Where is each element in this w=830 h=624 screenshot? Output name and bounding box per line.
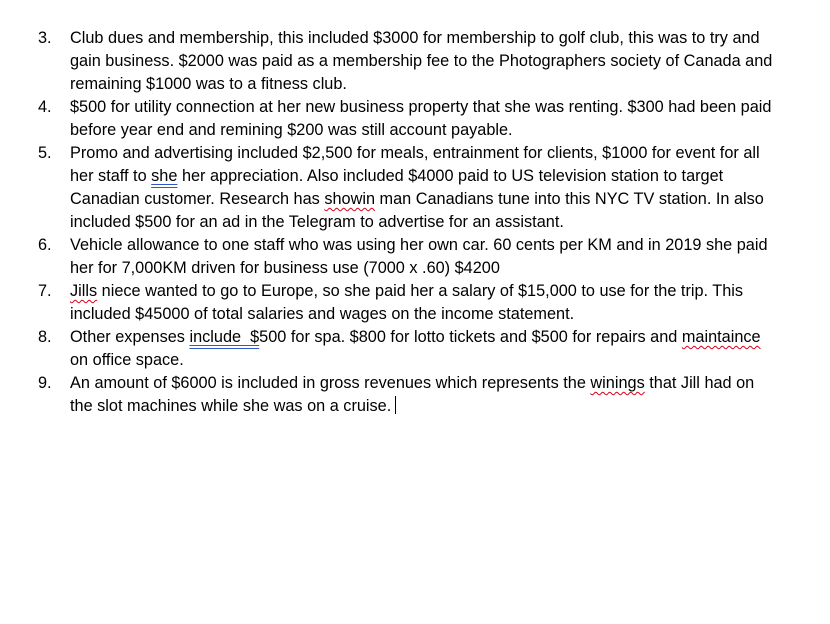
list-item-8 — [38, 326, 778, 372]
list-item-text[interactable] — [70, 234, 778, 280]
text-run: on office space. — [70, 351, 184, 369]
misspelled-word[interactable]: winings — [590, 374, 645, 392]
list-number: 8. — [38, 328, 52, 346]
text-run: An amount of $6000 is included in gross revenues which represents the — [70, 374, 591, 392]
list-number: 5. — [38, 144, 52, 162]
text-run: Promo and advertising included $2,500 for meals, entrainment for clients, $1000 for event for all her staff to — [70, 144, 760, 185]
list-number: 9. — [38, 374, 52, 392]
text-cursor — [395, 396, 396, 414]
text-run: Other expenses — [70, 328, 190, 346]
text-run: Vehicle allowance to one staff who was using her own car. 60 cents per KM and in 2019 she paid her for 7,000KM driven for business use (7000 x .60) $4200 — [70, 236, 768, 277]
text-run: man Canadians tune into this NYC TV station. In also included $500 for an ad in the Telegram to advertise for an assistant. — [70, 190, 764, 231]
list-item-text[interactable] — [70, 96, 778, 142]
list-item-7 — [38, 280, 778, 326]
list-item-5 — [38, 142, 778, 234]
text-run: niece wanted to go to Europe, so she paid her a salary of $15,000 to use for the trip. This included $45000 of total salaries and wages on the income statement. — [70, 282, 744, 323]
numbered-list — [38, 27, 778, 418]
list-item-text[interactable] — [70, 27, 778, 96]
list-number: 7. — [38, 282, 52, 300]
list-item-4 — [38, 96, 778, 142]
list-item-9 — [38, 372, 778, 418]
list-number: 6. — [38, 236, 52, 254]
misspelled-word[interactable]: maintaince — [681, 328, 761, 346]
list-item-text[interactable] — [70, 372, 778, 418]
list-item-3 — [38, 27, 778, 96]
list-item-text[interactable] — [70, 280, 778, 326]
list-number: 3. — [38, 29, 52, 47]
list-item-6 — [38, 234, 778, 280]
grammar-flagged-phrase[interactable]: include $ — [189, 328, 260, 346]
text-run: Club dues and membership, this included $3000 for membership to golf club, this was to try and gain business. $2000 was paid as a membership fee to the Photographers society of Canada and remaining $1000 was to a fitness club. — [70, 29, 773, 93]
list-item-text[interactable] — [70, 142, 778, 234]
text-run: 500 for spa. $800 for lotto tickets and $500 for repairs and — [259, 328, 682, 346]
list-item-text[interactable] — [70, 326, 778, 372]
text-run: her appreciation. Also included $4000 paid to US television station to target Canadian customer. Research has — [70, 167, 724, 208]
list-number: 4. — [38, 98, 52, 116]
text-run: $500 for utility connection at her new business property that she was renting. $300 had been paid before year end and remining $200 was still account payable. — [70, 98, 772, 139]
text-run: that Jill had on the slot machines while she was on a cruise. — [70, 374, 755, 415]
misspelled-word[interactable]: showin — [324, 190, 375, 208]
misspelled-word[interactable]: Jills — [70, 282, 98, 300]
grammar-flagged-word[interactable]: she — [151, 167, 178, 185]
